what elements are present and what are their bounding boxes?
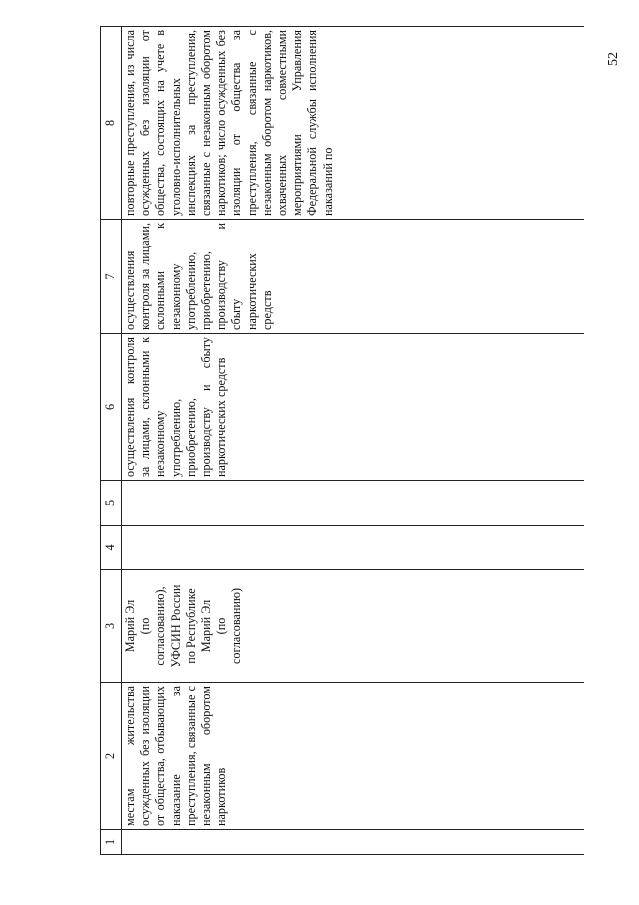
page-number: 52 [606,52,621,66]
col-header-6: 6 [101,334,122,481]
executor-line: Марий Эл [123,599,137,653]
col-header-2: 2 [101,683,122,830]
col-header-4: 4 [101,526,122,570]
plan-table [100,26,584,855]
cell-col1 [122,830,585,855]
executor-line: по Республике [183,588,198,664]
col-header-1: 1 [101,830,122,855]
cell-col4 [122,526,585,570]
cell-col5 [122,481,585,526]
col-header-5: 5 [101,481,122,526]
cell-col3-executors [122,570,585,683]
cell-col2-target-group: местам жительства осужденных без изоляции от общества, отбывающих наказание за преступления, связанные с незаконным оборотом наркотиков [122,683,585,830]
col-header-7: 7 [101,220,122,334]
col-header-8: 8 [101,27,122,220]
executor-line: согласованию), [153,586,168,666]
executor-line: (по [138,617,153,635]
executor-line: (по [214,617,229,635]
executor-line: согласованию) [229,587,244,665]
col-header-3: 3 [101,570,122,683]
cell-col8-indicator: повторные преступления, из числа осужденных без изоляции от общества, состоящих на учете в уголовно-исполнительных инспекциях за преступления, связанные с незаконным оборотом наркотиков; число осужденных без изоляции от общества за преступления, связанные с незаконным оборотом наркотиков, охваченных совместными мероприятиями Управления Федеральной службы исполнения наказаний по [122,27,585,220]
cell-col7-result: осуществления контроля за лицами, склонными к незаконному употреблению, приобретению, производству и сбыту наркотических средств [122,220,585,334]
table-row [122,27,585,855]
rotated-table-container [100,30,600,855]
executor-line: Марий Эл [199,599,214,653]
cell-col6-result: осуществления контроля за лицами, склонными к незаконному употреблению, приобретению, производству и сбыту наркотических средств [122,334,585,481]
executor-line: УФСИН России [168,584,183,668]
header-row [101,27,122,855]
